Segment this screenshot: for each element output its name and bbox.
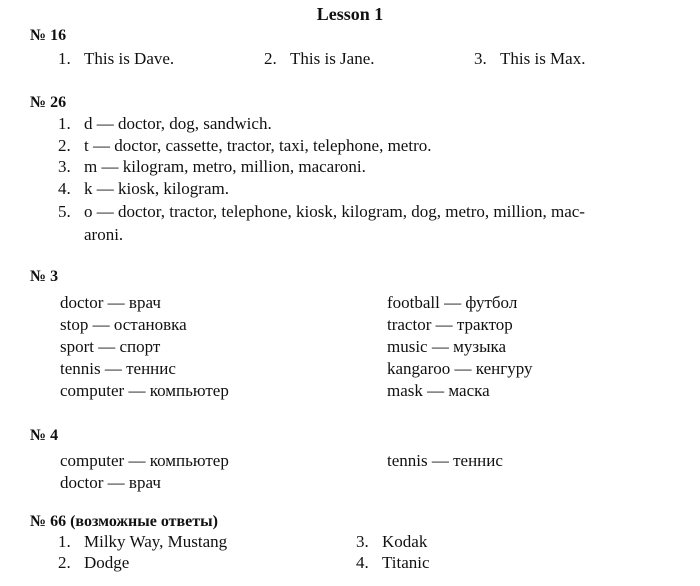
list-item: 4. k — kiosk, kilogram. [58, 179, 229, 198]
vocab-left-1: doctor — врач [60, 293, 161, 312]
section-heading-16: № 16 [30, 27, 67, 44]
list-item: 2. This is Jane. [264, 49, 375, 68]
list-item: 3. This is Max. [474, 49, 586, 68]
vocab-right-4: kangaroo — кенгуру [387, 359, 533, 378]
list-item: 5. o — doctor, tractor, telephone, kiosk, kilogram, dog, metro, million, mac- [58, 202, 585, 221]
vocab-right-1: tennis — теннис [387, 451, 503, 470]
list-item: 2. t — doctor, cassette, tractor, taxi, telephone, metro. [58, 136, 432, 155]
list-item: 3. m — kilogram, metro, million, macaroni. [58, 157, 366, 176]
vocab-left-2: doctor — врач [60, 473, 161, 492]
list-item: 3. Kodak [356, 532, 428, 551]
section-heading-4: № 4 [30, 427, 59, 444]
vocab-right-2: tractor — трактор [387, 315, 513, 334]
vocab-right-5: mask — маска [387, 381, 490, 400]
vocab-left-3: sport — спорт [60, 337, 161, 356]
vocab-left-4: tennis — теннис [60, 359, 176, 378]
list-item: 1. d — doctor, dog, sandwich. [58, 114, 272, 133]
section-heading-66: № 66 (возможные ответы) [30, 513, 218, 530]
list-item: 4. Titanic [356, 553, 430, 572]
list-item: 1. This is Dave. [58, 49, 175, 68]
vocab-right-1: football — футбол [387, 293, 518, 312]
vocab-right-3: music — музыка [387, 337, 507, 356]
vocab-left-2: stop — остановка [60, 315, 187, 334]
section-heading-3: № 3 [30, 268, 59, 285]
list-item: 2. Dodge [58, 553, 130, 572]
page-title: Lesson 1 [316, 4, 384, 24]
vocab-left-1: computer — компьютер [60, 451, 229, 470]
list-item: 1. Milky Way, Mustang [58, 532, 228, 551]
list-item-continuation: aroni. [84, 225, 124, 244]
vocab-left-5: computer — компьютер [60, 381, 229, 400]
section-heading-26: № 26 [30, 94, 67, 111]
